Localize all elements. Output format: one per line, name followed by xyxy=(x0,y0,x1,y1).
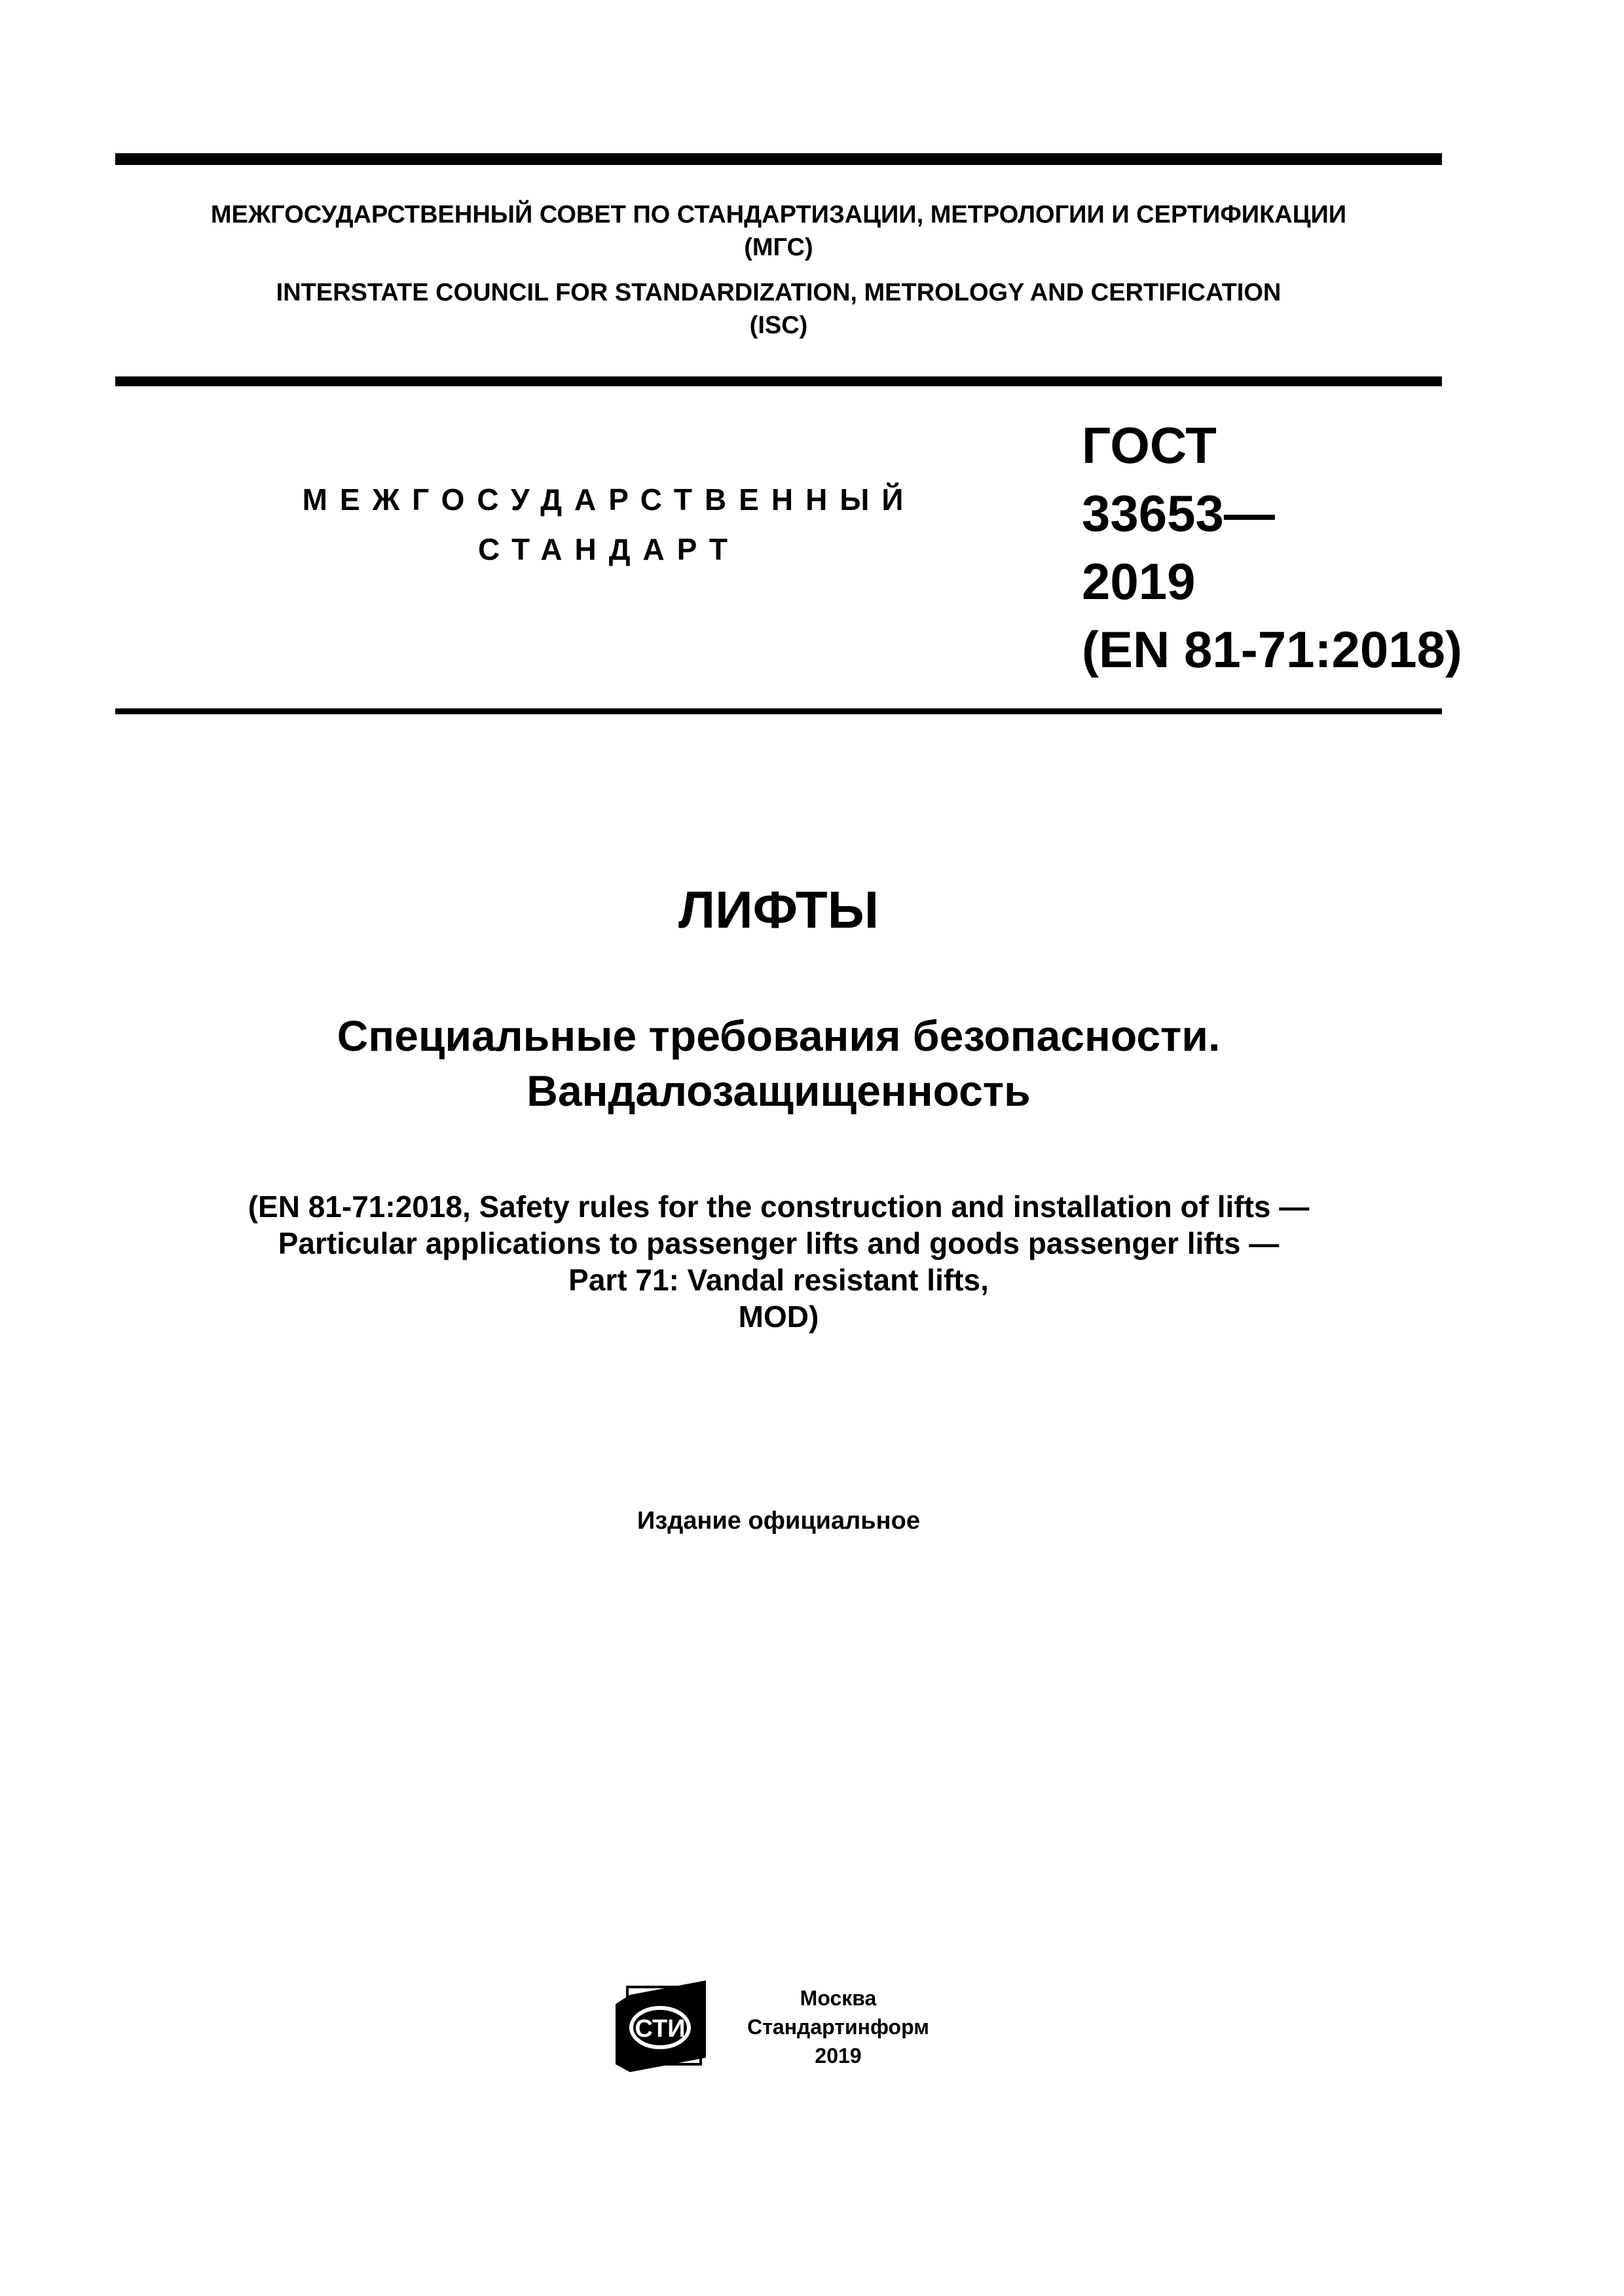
standard-kind-line1: МЕЖГОСУДАРСТВЕННЫЙ xyxy=(302,483,916,517)
standard-designation xyxy=(1082,411,1462,683)
council-name-en-line1: INTERSTATE COUNCIL FOR STANDARDIZATION, METROLOGY AND CERTIFICATION xyxy=(276,279,1282,306)
publisher-info xyxy=(727,1984,950,2070)
standartinform-logo-icon xyxy=(616,1980,706,2072)
subtitle-line2: Вандалозащищенность xyxy=(526,1066,1031,1115)
subtitle-line1: Специальные требования безопасности. xyxy=(337,1011,1221,1060)
reference-line3: Part 71: Vandal resistant lifts, xyxy=(568,1263,989,1297)
reference-line2: Particular applications to passenger lifts and goods passenger lifts — xyxy=(278,1226,1280,1260)
publisher-city: Москва xyxy=(800,1986,877,2010)
standard-kind-line2: СТАНДАРТ xyxy=(478,532,740,566)
standard-kind xyxy=(282,475,936,574)
logo-graphic xyxy=(616,1980,706,2072)
council-name-ru xyxy=(115,198,1442,264)
designation-year: 2019 xyxy=(1082,553,1196,610)
council-name-ru-abbr: (МГС) xyxy=(744,234,813,261)
top-divider xyxy=(115,153,1442,165)
council-name-en xyxy=(115,276,1442,342)
reference-line4: MOD) xyxy=(738,1300,819,1334)
original-standard-reference xyxy=(115,1188,1442,1335)
council-name-en-abbr: (ISC) xyxy=(749,312,808,339)
designation-number: 33653— xyxy=(1082,484,1275,542)
publisher-name: Стандартинформ xyxy=(747,2015,929,2039)
edition-label: Издание официальное xyxy=(637,1507,920,1535)
document-title: ЛИФТЫ xyxy=(678,881,879,939)
reference-line1: (EN 81-71:2018, Safety rules for the construction and installation of lifts — xyxy=(248,1190,1310,1224)
middle-divider xyxy=(115,376,1442,386)
designation-line1: ГОСТ xyxy=(1082,416,1217,474)
council-name-ru-line1: МЕЖГОСУДАРСТВЕННЫЙ СОВЕТ ПО СТАНДАРТИЗАЦИИ, МЕТРОЛОГИИ И СЕРТИФИКАЦИИ xyxy=(210,201,1347,228)
logo-text: СТИ xyxy=(635,2015,686,2043)
bottom-divider xyxy=(115,708,1442,714)
publisher-year: 2019 xyxy=(815,2044,862,2068)
document-subtitle xyxy=(115,1008,1442,1118)
designation-en-ref: (EN 81-71:2018) xyxy=(1082,621,1462,678)
